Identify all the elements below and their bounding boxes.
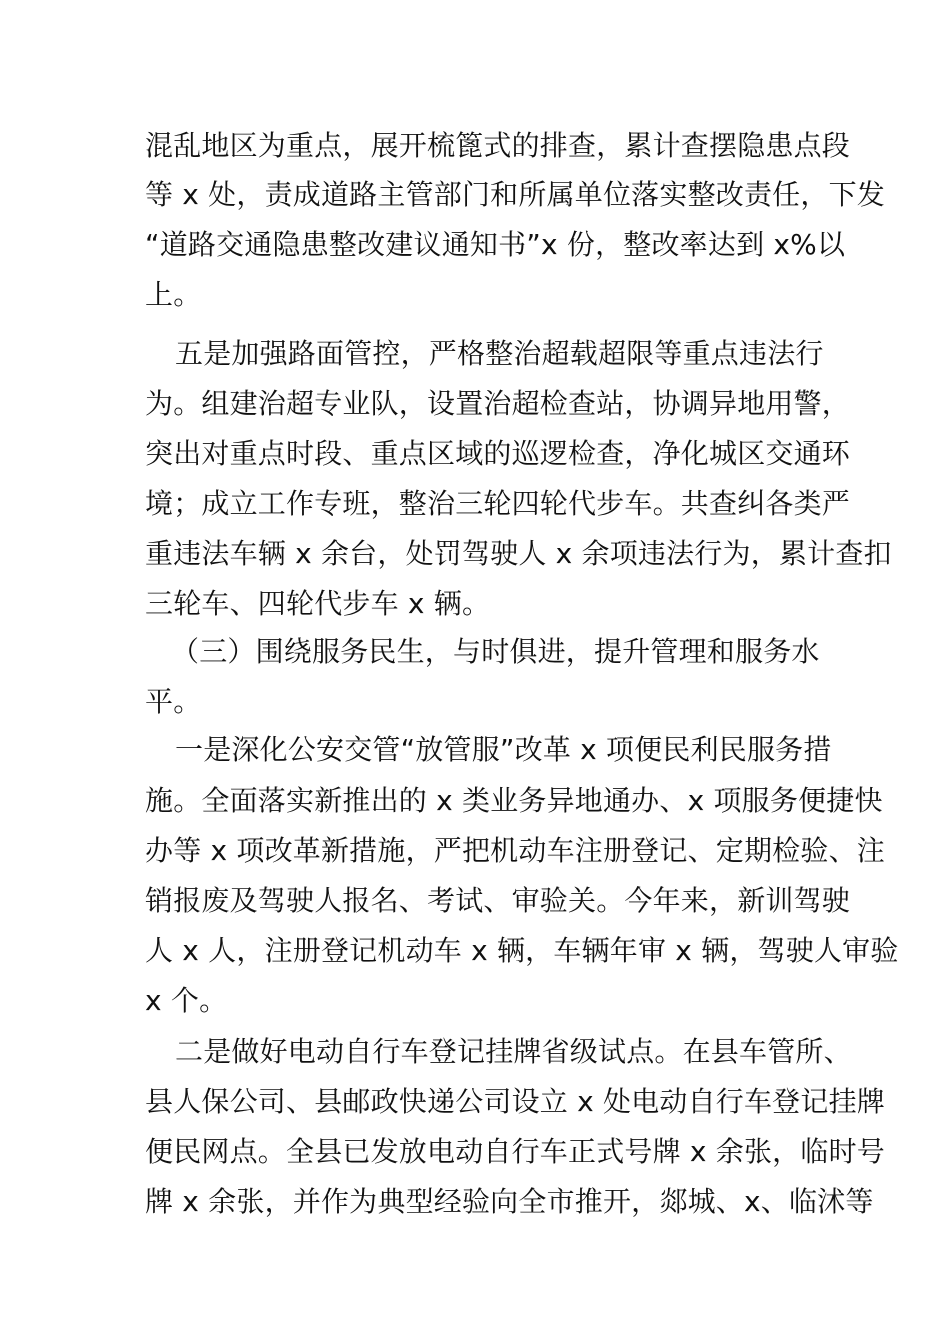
text-line-19: 二是做好电动自行车登记挂牌省级试点。在县车管所、 <box>175 1035 852 1068</box>
text-line-9: 重违法车辆 x 余台，处罚驾驶人 x 余项违法行为，累计查扣 <box>145 537 892 570</box>
text-line-8: 境；成立工作专班，整治三轮四轮代步车。共查纠各类严 <box>145 487 851 520</box>
text-line-7: 突出对重点时段、重点区域的巡逻检查，净化城区交通环 <box>145 437 851 470</box>
text-line-14: 施。全面落实新推出的 x 类业务异地通办、x 项服务便捷快 <box>145 784 883 817</box>
text-line-4: 上。 <box>145 278 202 311</box>
text-line-5: 五是加强路面管控，严格整治超载超限等重点违法行 <box>175 337 824 370</box>
text-line-18: x 个。 <box>145 984 228 1017</box>
text-line-21: 便民网点。全县已发放电动自行车正式号牌 x 余张，临时号 <box>145 1135 885 1168</box>
text-line-3: “道路交通隐患整改建议通知书”x 份，整改率达到 x%以 <box>145 228 846 261</box>
text-line-15: 办等 x 项改革新措施，严把机动车注册登记、定期检验、注 <box>145 834 885 867</box>
text-line-10: 三轮车、四轮代步车 x 辆。 <box>145 587 491 620</box>
text-line-17: 人 x 人，注册登记机动车 x 辆，车辆年审 x 辆，驾驶人审验 <box>145 934 899 967</box>
text-line-16: 销报废及驾驶人报名、考试、审验关。今年来，新训驾驶 <box>145 884 851 917</box>
text-line-12: 平。 <box>145 685 202 718</box>
text-line-20: 县人保公司、县邮政快递公司设立 x 处电动自行车登记挂牌 <box>145 1085 885 1118</box>
section-heading: （三）围绕服务民生，与时俱进，提升管理和服务水 <box>171 635 820 668</box>
text-line-2: 等 x 处，责成道路主管部门和所属单位落实整改责任，下发 <box>145 178 885 211</box>
text-line-13: 一是深化公安交管“放管服”改革 x 项便民利民服务措 <box>175 733 832 766</box>
text-line-1: 混乱地区为重点，展开梳篦式的排查，累计查摆隐患点段 <box>145 129 851 162</box>
text-line-22: 牌 x 余张，并作为典型经验向全市推开，郯城、x、临沭等 <box>145 1185 874 1218</box>
text-line-6: 为。组建治超专业队，设置治超检查站，协调异地用警， <box>145 387 851 420</box>
